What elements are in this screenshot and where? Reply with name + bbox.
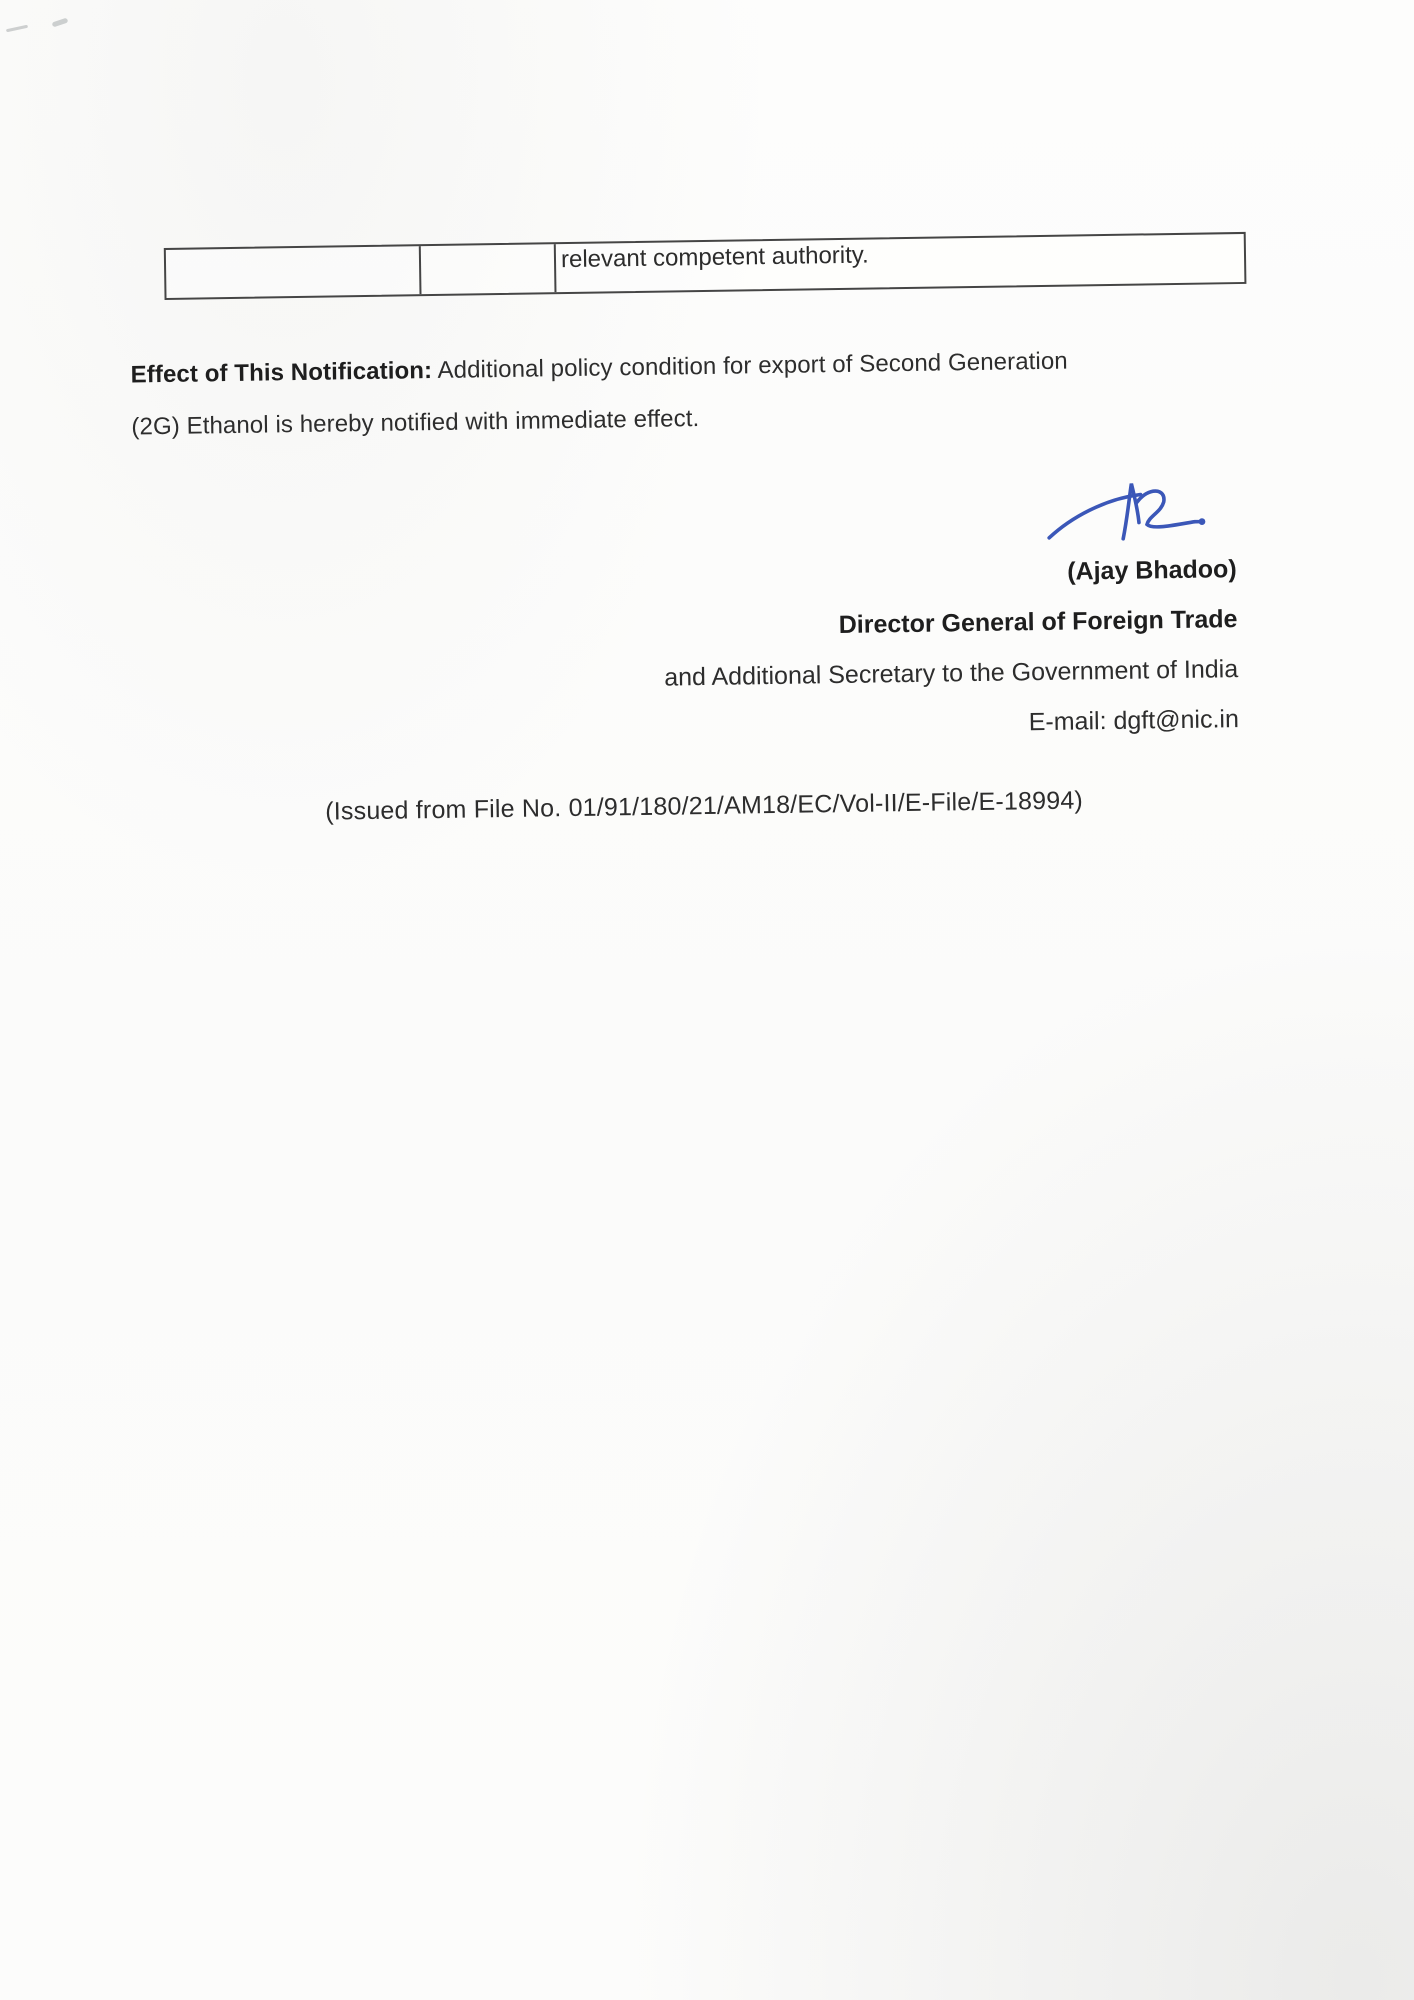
signature-block [662, 544, 1239, 752]
effect-paragraph [130, 332, 1311, 453]
signature-ink-dot [1199, 518, 1206, 525]
table-cell-empty-1 [166, 246, 422, 298]
table-cell-authority-text: relevant competent authority. [560, 241, 869, 274]
table-cell-empty-2 [421, 244, 557, 294]
policy-condition-table [164, 232, 1247, 300]
issued-from-line: (Issued from File No. 01/91/180/21/AM18/EC/Vol-II/E-File/E-18994) [325, 786, 1084, 826]
signatory-email: E-mail: dgft@nic.in [1028, 705, 1240, 737]
effect-line1-text: Additional policy condition for export of Second Generation [431, 347, 1068, 385]
signature-stroke [1122, 484, 1139, 539]
signatory-title-secondary: and Additional Secretary to the Government of India [664, 655, 1239, 692]
signatory-name: (Ajay Bhadoo) [1067, 555, 1237, 586]
signature-stroke [1137, 490, 1202, 527]
effect-label: Effect of This Notification: [130, 357, 433, 389]
signatory-title: Director General of Foreign Trade [838, 605, 1238, 640]
effect-paragraph-line-2: (2G) Ethanol is hereby notified with immediate effect. [131, 405, 700, 441]
signature-scribble-icon [1044, 479, 1211, 553]
